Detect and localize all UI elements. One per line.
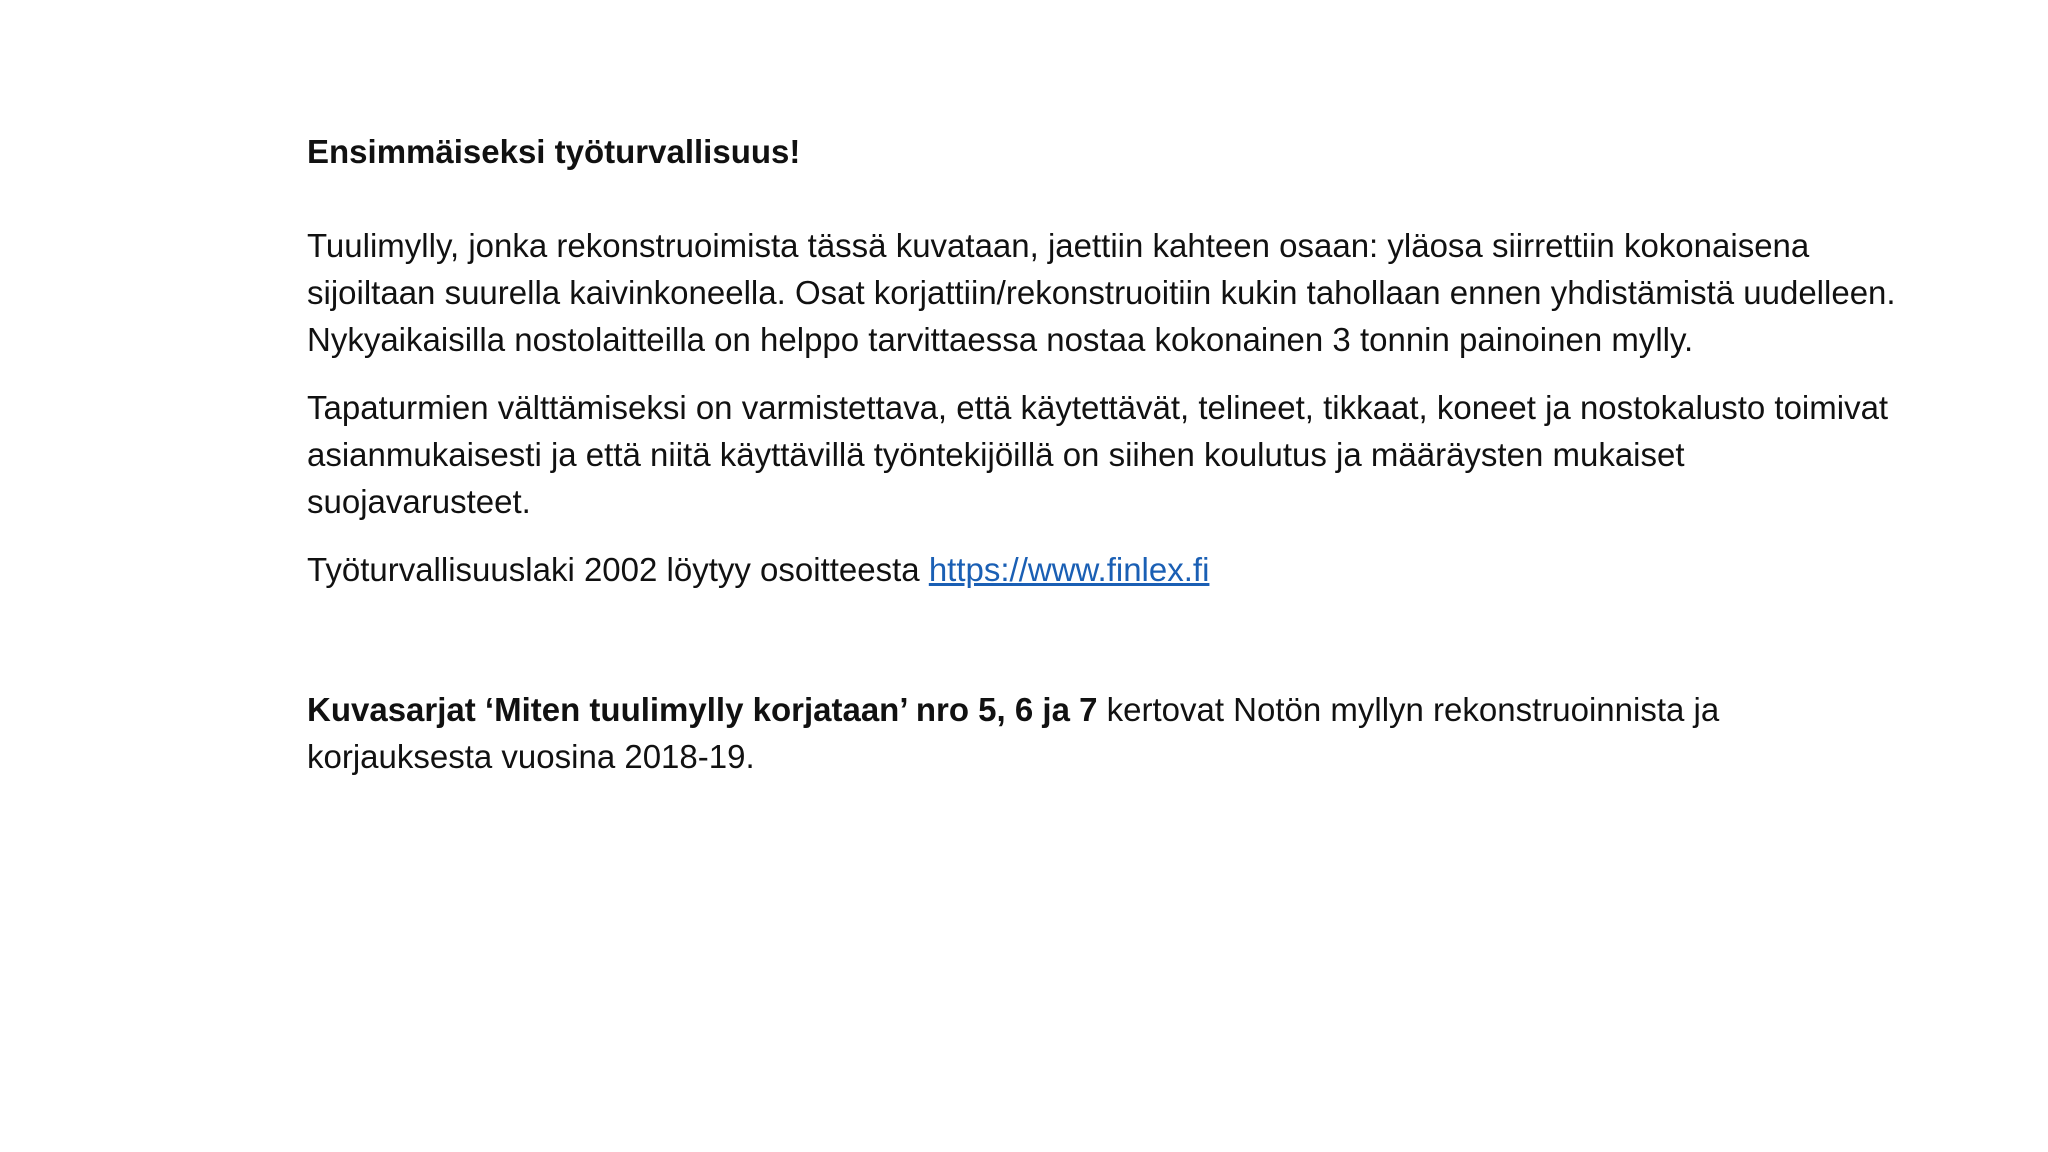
paragraph-safety: Tapaturmien välttämiseksi on varmistettava, että käytettävät, telineet, tikkaat, koneet ja nostokalusto toimivat asianmukaisesti ja että niitä käyttävillä työntekijöillä on siihen koulutus ja määräysten mukaiset suojavarusteet. (307, 389, 1889, 520)
slide-content (307, 128, 1907, 780)
series-description: kertovat Notön myllyn rekonstruoinnista ja korjauksesta vuosina 2018-19. (307, 691, 1720, 775)
law-text: Työturvallisuuslaki 2002 löytyy osoitteesta (307, 551, 929, 588)
finlex-link[interactable]: https://www.finlex.fi (928, 551, 1210, 588)
paragraph-reconstruction: Tuulimylly, jonka rekonstruoimista tässä kuvataan, jaettiin kahteen osaan: yläosa siirrettiin kokonaisena sijoiltaan suurella kaivinkoneella. Osat korjattiin/rekonstruoitiin kukin tahollaan ennen yhdistämistä uudelleen. Nykyaikaisilla nostolaitteilla on helppo tarvittaessa nostaa kokonainen 3 tonnin painoinen mylly. (307, 227, 1896, 358)
slide-heading: Ensimmäiseksi työturvallisuus! (307, 133, 801, 170)
paragraph-series (307, 686, 1907, 780)
series-title: Kuvasarjat ‘Miten tuulimylly korjataan’ nro 5, 6 ja 7 (307, 691, 1098, 728)
paragraph-law (307, 546, 1907, 593)
